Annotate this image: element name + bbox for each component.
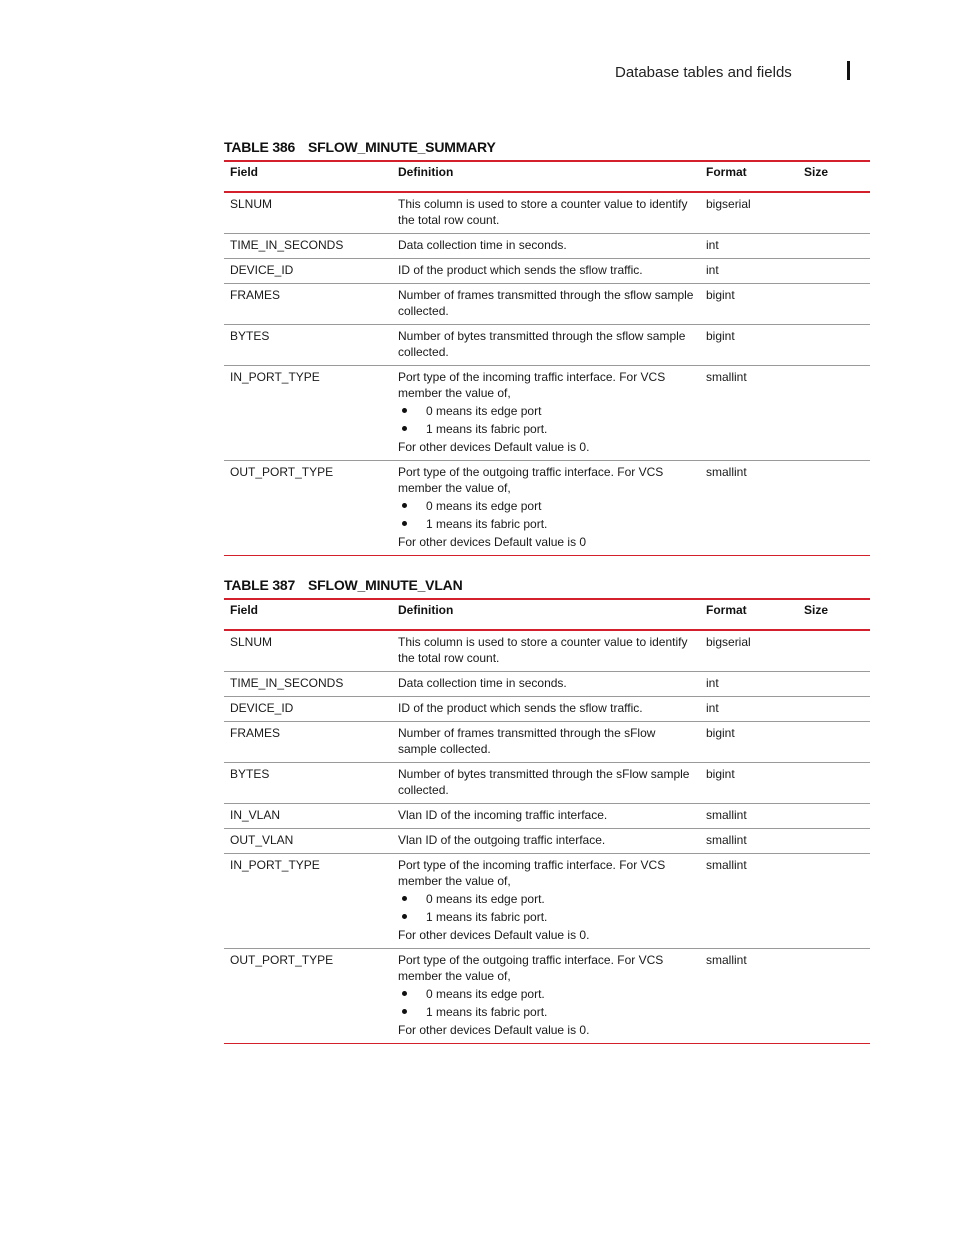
field-table xyxy=(224,598,870,1044)
definition-note: For other devices Default value is 0 xyxy=(398,535,587,549)
field-name-cell: BYTES xyxy=(224,325,392,366)
table-name: SFLOW_MINUTE_SUMMARY xyxy=(308,139,496,155)
field-name-cell: DEVICE_ID xyxy=(224,259,392,284)
format-cell: smallint xyxy=(700,854,798,949)
definition-cell xyxy=(392,284,700,325)
column-header-definition: Definition xyxy=(392,599,700,630)
table-row xyxy=(224,284,870,325)
definition-bullet-item: 1 means its fabric port. xyxy=(398,908,694,926)
table-header-row xyxy=(224,599,870,630)
definition-text: Number of frames transmitted through the sFlow sample collected. xyxy=(398,726,656,756)
table-row xyxy=(224,630,870,672)
field-name-cell: FRAMES xyxy=(224,722,392,763)
table-row xyxy=(224,192,870,234)
definition-text: This column is used to store a counter value to identify the total row count. xyxy=(398,197,688,227)
table-row xyxy=(224,366,870,461)
definition-bullet-item: 1 means its fabric port. xyxy=(398,420,694,438)
definition-cell xyxy=(392,722,700,763)
format-cell: smallint xyxy=(700,829,798,854)
size-cell xyxy=(798,804,870,829)
field-name-cell: OUT_PORT_TYPE xyxy=(230,465,334,479)
table-row xyxy=(224,804,870,829)
format-cell: bigint xyxy=(700,325,798,366)
size-cell xyxy=(798,284,870,325)
column-header-field: Field xyxy=(224,599,392,630)
definition-bullet-item: 0 means its edge port xyxy=(398,497,694,515)
column-header-format: Format xyxy=(700,599,798,630)
definition-cell xyxy=(392,672,700,697)
definition-cell xyxy=(392,366,700,461)
definition-cell xyxy=(392,234,700,259)
table-caption xyxy=(224,139,870,155)
field-name-cell: OUT_VLAN xyxy=(224,829,392,854)
definition-cell xyxy=(392,630,700,672)
definition-bullet-item: 1 means its fabric port. xyxy=(398,1003,694,1021)
table-387-block xyxy=(224,577,870,1044)
table-header-row xyxy=(224,161,870,192)
field-name-cell: SLNUM xyxy=(224,192,392,234)
field-name-cell: SLNUM xyxy=(224,630,392,672)
table-row xyxy=(224,854,870,949)
size-cell xyxy=(798,854,870,949)
size-cell xyxy=(798,325,870,366)
definition-bullet-item: 0 means its edge port xyxy=(398,402,694,420)
definition-text: ID of the product which sends the sflow traffic. xyxy=(398,263,643,277)
header-marker-bar xyxy=(847,61,850,80)
definition-text: This column is used to store a counter value to identify the total row count. xyxy=(398,635,688,665)
size-cell xyxy=(798,672,870,697)
field-table xyxy=(224,160,870,556)
definition-note: For other devices Default value is 0. xyxy=(398,440,590,454)
table-row xyxy=(224,234,870,259)
definition-cell xyxy=(392,697,700,722)
definition-bullet-list xyxy=(398,890,694,926)
format-cell: bigserial xyxy=(700,630,798,672)
definition-bullet-list xyxy=(398,985,694,1021)
definition-cell xyxy=(392,259,700,284)
definition-text: Number of frames transmitted through the sflow sample collected. xyxy=(398,288,694,318)
table-386-block xyxy=(224,139,870,556)
definition-cell xyxy=(392,804,700,829)
definition-text: Port type of the outgoing traffic interface. For VCS member the value of, xyxy=(398,953,664,983)
column-header-size: Size xyxy=(798,161,870,192)
definition-note: For other devices Default value is 0. xyxy=(398,1023,590,1037)
format-cell: smallint xyxy=(700,366,798,461)
field-name-cell: BYTES xyxy=(224,763,392,804)
definition-cell xyxy=(392,192,700,234)
field-name-cell: TIME_IN_SECONDS xyxy=(224,234,392,259)
field-name-cell: DEVICE_ID xyxy=(224,697,392,722)
size-cell xyxy=(798,763,870,804)
definition-text: ID of the product which sends the sflow traffic. xyxy=(398,701,643,715)
table-row xyxy=(224,461,870,556)
size-cell xyxy=(798,722,870,763)
definition-bullet-item: 0 means its edge port. xyxy=(398,985,694,1003)
table-row xyxy=(224,697,870,722)
definition-text: Number of bytes transmitted through the sflow sample collected. xyxy=(398,329,686,359)
format-cell: bigint xyxy=(700,763,798,804)
table-name: SFLOW_MINUTE_VLAN xyxy=(308,577,463,593)
definition-bullet-item: 1 means its fabric port. xyxy=(398,515,694,533)
definition-cell xyxy=(392,829,700,854)
table-row xyxy=(224,672,870,697)
definition-cell xyxy=(392,763,700,804)
size-cell xyxy=(798,829,870,854)
definition-text: Number of bytes transmitted through the sFlow sample collected. xyxy=(398,767,690,797)
table-number: TABLE 386 xyxy=(224,139,296,155)
table-row xyxy=(224,722,870,763)
format-cell: bigserial xyxy=(700,192,798,234)
column-header-definition: Definition xyxy=(392,161,700,192)
definition-text: Port type of the incoming traffic interface. For VCS member the value of, xyxy=(398,370,666,400)
format-cell: smallint xyxy=(700,804,798,829)
table-row xyxy=(224,763,870,804)
size-cell xyxy=(798,461,870,556)
table-row xyxy=(224,325,870,366)
column-header-size: Size xyxy=(798,599,870,630)
definition-cell xyxy=(392,854,700,949)
definition-cell xyxy=(392,949,700,1044)
definition-bullet-item: 0 means its edge port. xyxy=(398,890,694,908)
column-header-format: Format xyxy=(700,161,798,192)
definition-cell xyxy=(392,461,700,556)
definition-bullet-list xyxy=(398,402,694,438)
table-number: TABLE 387 xyxy=(224,577,296,593)
field-name-cell: FRAMES xyxy=(224,284,392,325)
size-cell xyxy=(798,234,870,259)
definition-text: Port type of the incoming traffic interface. For VCS member the value of, xyxy=(398,858,666,888)
format-cell: bigint xyxy=(700,284,798,325)
field-name-cell: IN_PORT_TYPE xyxy=(224,366,392,461)
format-cell: int xyxy=(700,234,798,259)
definition-cell xyxy=(392,325,700,366)
field-name-cell: OUT_PORT_TYPE xyxy=(230,953,334,967)
size-cell xyxy=(798,630,870,672)
table-caption xyxy=(224,577,870,593)
definition-text: Vlan ID of the outgoing traffic interface. xyxy=(398,833,606,847)
definition-text: Data collection time in seconds. xyxy=(398,676,567,690)
format-cell: smallint xyxy=(706,953,747,967)
format-cell: int xyxy=(700,259,798,284)
page-header-title: Database tables and fields xyxy=(615,64,792,81)
field-name-cell: IN_VLAN xyxy=(224,804,392,829)
table-row xyxy=(224,949,870,1044)
definition-note: For other devices Default value is 0. xyxy=(398,928,590,942)
format-cell: int xyxy=(700,697,798,722)
size-cell xyxy=(798,366,870,461)
definition-text: Port type of the outgoing traffic interface. For VCS member the value of, xyxy=(398,465,664,495)
column-header-field: Field xyxy=(224,161,392,192)
format-cell: bigint xyxy=(700,722,798,763)
format-cell: int xyxy=(700,672,798,697)
table-row xyxy=(224,259,870,284)
size-cell xyxy=(798,949,870,1044)
definition-text: Data collection time in seconds. xyxy=(398,238,567,252)
definition-text: Vlan ID of the incoming traffic interface. xyxy=(398,808,608,822)
size-cell xyxy=(798,259,870,284)
size-cell xyxy=(798,697,870,722)
table-row xyxy=(224,829,870,854)
definition-bullet-list xyxy=(398,497,694,533)
field-name-cell: TIME_IN_SECONDS xyxy=(224,672,392,697)
field-name-cell: IN_PORT_TYPE xyxy=(224,854,392,949)
format-cell: smallint xyxy=(706,465,747,479)
size-cell xyxy=(798,192,870,234)
